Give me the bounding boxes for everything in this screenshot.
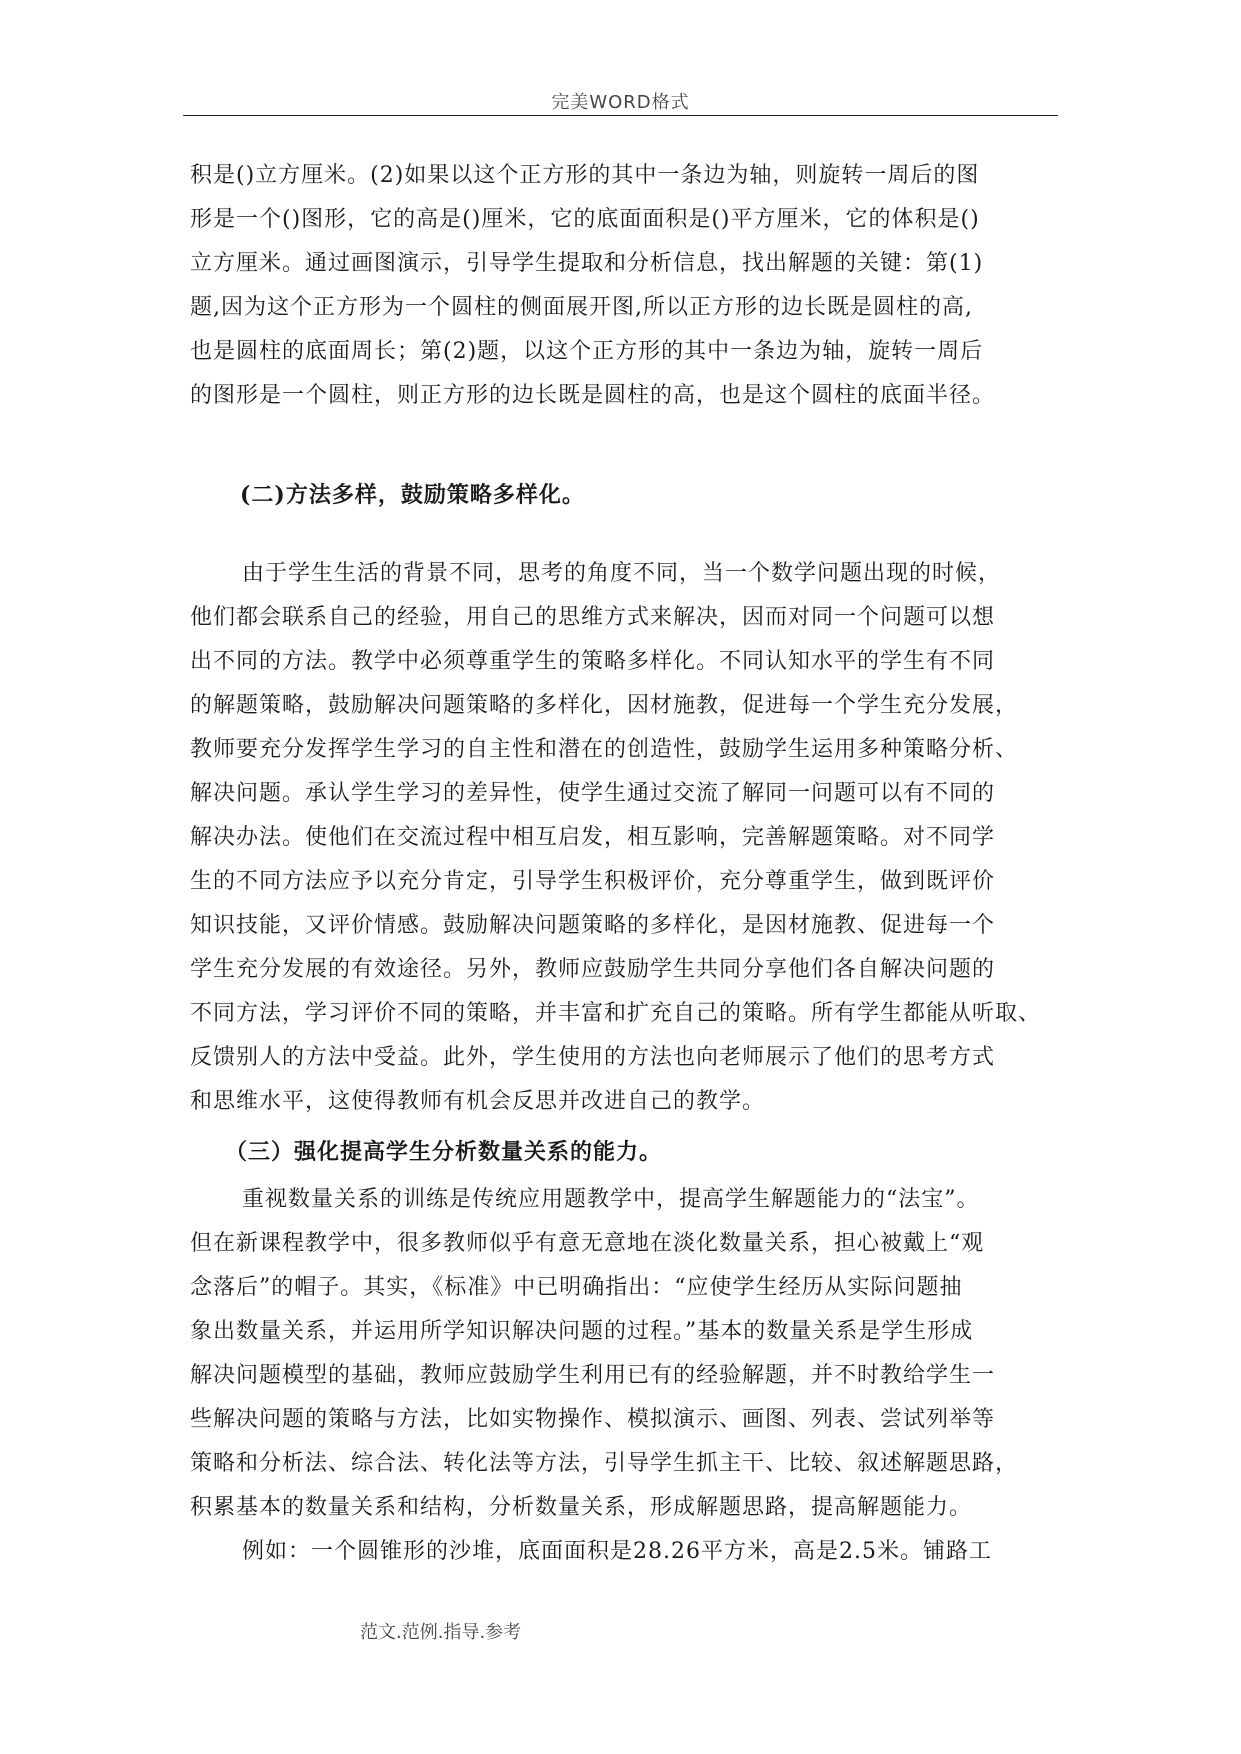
text-line: 解决问题模型的基础，教师应鼓励学生利用已有的经验解题，并不时教给学生一 [190,1363,996,1388]
text-line: 象出数量关系，并运用所学知识解决问题的过程。”基本的数量关系是学生形成 [190,1319,974,1344]
text-line: 和思维水平，这使得教师有机会反思并改进自己的教学。 [190,1089,766,1114]
text-line: 念落后”的帽子。其实，《标准》中已明确指出：“应使学生经历从实际问题抽 [190,1275,963,1300]
text-line: 反馈别人的方法中受益。此外，学生使用的方法也向老师展示了他们的思考方式 [190,1045,996,1070]
section-2-body [190,552,1050,1124]
page-header-title: 完美WORD格式 [551,92,690,113]
text-line: 出不同的方法。教学中必须尊重学生的策略多样化。不同认知水平的学生有不同 [190,649,996,674]
text-line: 生的不同方法应予以充分肯定，引导学生积极评价，充分尊重学生，做到既评价 [190,869,996,894]
text-line: 不同方法，学习评价不同的策略，并丰富和扩充自己的策略。所有学生都能从听取、 [190,1001,1042,1026]
text-line: 解决问题。承认学生学习的差异性，使学生通过交流了解同一问题可以有不同的 [190,781,996,806]
text-line: 教师要充分发挥学生学习的自主性和潜在的创造性，鼓励学生运用多种策略分析、 [190,737,1019,762]
section-heading-3: （三）强化提高学生分析数量关系的能力。 [225,1139,663,1165]
text-line: 重视数量关系的训练是传统应用题教学中，提高学生解题能力的“法宝”。 [242,1187,980,1212]
text-line: 的解题策略，鼓励解决问题策略的多样化，因材施教，促进每一个学生充分发展， [190,693,1019,718]
text-line: 题,因为这个正方形为一个圆柱的侧面展开图,所以正方形的边长既是圆柱的高, [190,295,973,320]
text-line: 例如：一个圆锥形的沙堆，底面面积是28.26平方米，高是2.5米。铺路工 [242,1539,992,1564]
paragraph-continuation [190,154,1050,418]
text-line: 但在新课程教学中，很多教师似乎有意无意地在淡化数量关系，担心被戴上“观 [190,1231,985,1256]
text-line: 的图形是一个圆柱，则正方形的边长既是圆柱的高，也是这个圆柱的底面半径。 [190,383,996,408]
section-heading-2: (二)方法多样，鼓励策略多样化。 [240,482,585,508]
text-line: 他们都会联系自己的经验，用自己的思维方式来解决，因而对同一个问题可以想 [190,605,996,630]
text-line: 由于学生生活的背景不同，思考的角度不同，当一个数学问题出现的时候， [242,561,1002,586]
text-line: 知识技能，又评价情感。鼓励解决问题策略的多样化，是因材施教、促进每一个 [190,913,996,938]
page-footer: 范文.范例.指导.参考 [360,1622,522,1643]
text-line: 形是一个()图形，它的高是()厘米，它的底面面积是()平方厘米，它的体积是() [190,207,980,232]
text-line: 策略和分析法、综合法、转化法等方法，引导学生抓主干、比较、叙述解题思路， [190,1451,1019,1476]
text-line: 些解决问题的策略与方法，比如实物操作、模拟演示、画图、列表、尝试列举等 [190,1407,996,1432]
text-line: 积是()立方厘米。(2)如果以这个正方形的其中一条边为轴，则旋转一周后的图 [190,163,980,188]
text-line: 积累基本的数量关系和结构，分析数量关系，形成解题思路，提高解题能力。 [190,1495,973,1520]
header-divider [183,115,1058,116]
section-3-body [190,1178,1050,1574]
text-line: 解决办法。使他们在交流过程中相互启发，相互影响，完善解题策略。对不同学 [190,825,996,850]
text-line: 学生充分发展的有效途径。另外，教师应鼓励学生共同分享他们各自解决问题的 [190,957,996,982]
text-line: 也是圆柱的底面周长；第(2)题，以这个正方形的其中一条边为轴，旋转一周后 [190,339,984,364]
text-line: 立方厘米。通过画图演示，引导学生提取和分析信息，找出解题的关键：第(1) [190,251,984,276]
